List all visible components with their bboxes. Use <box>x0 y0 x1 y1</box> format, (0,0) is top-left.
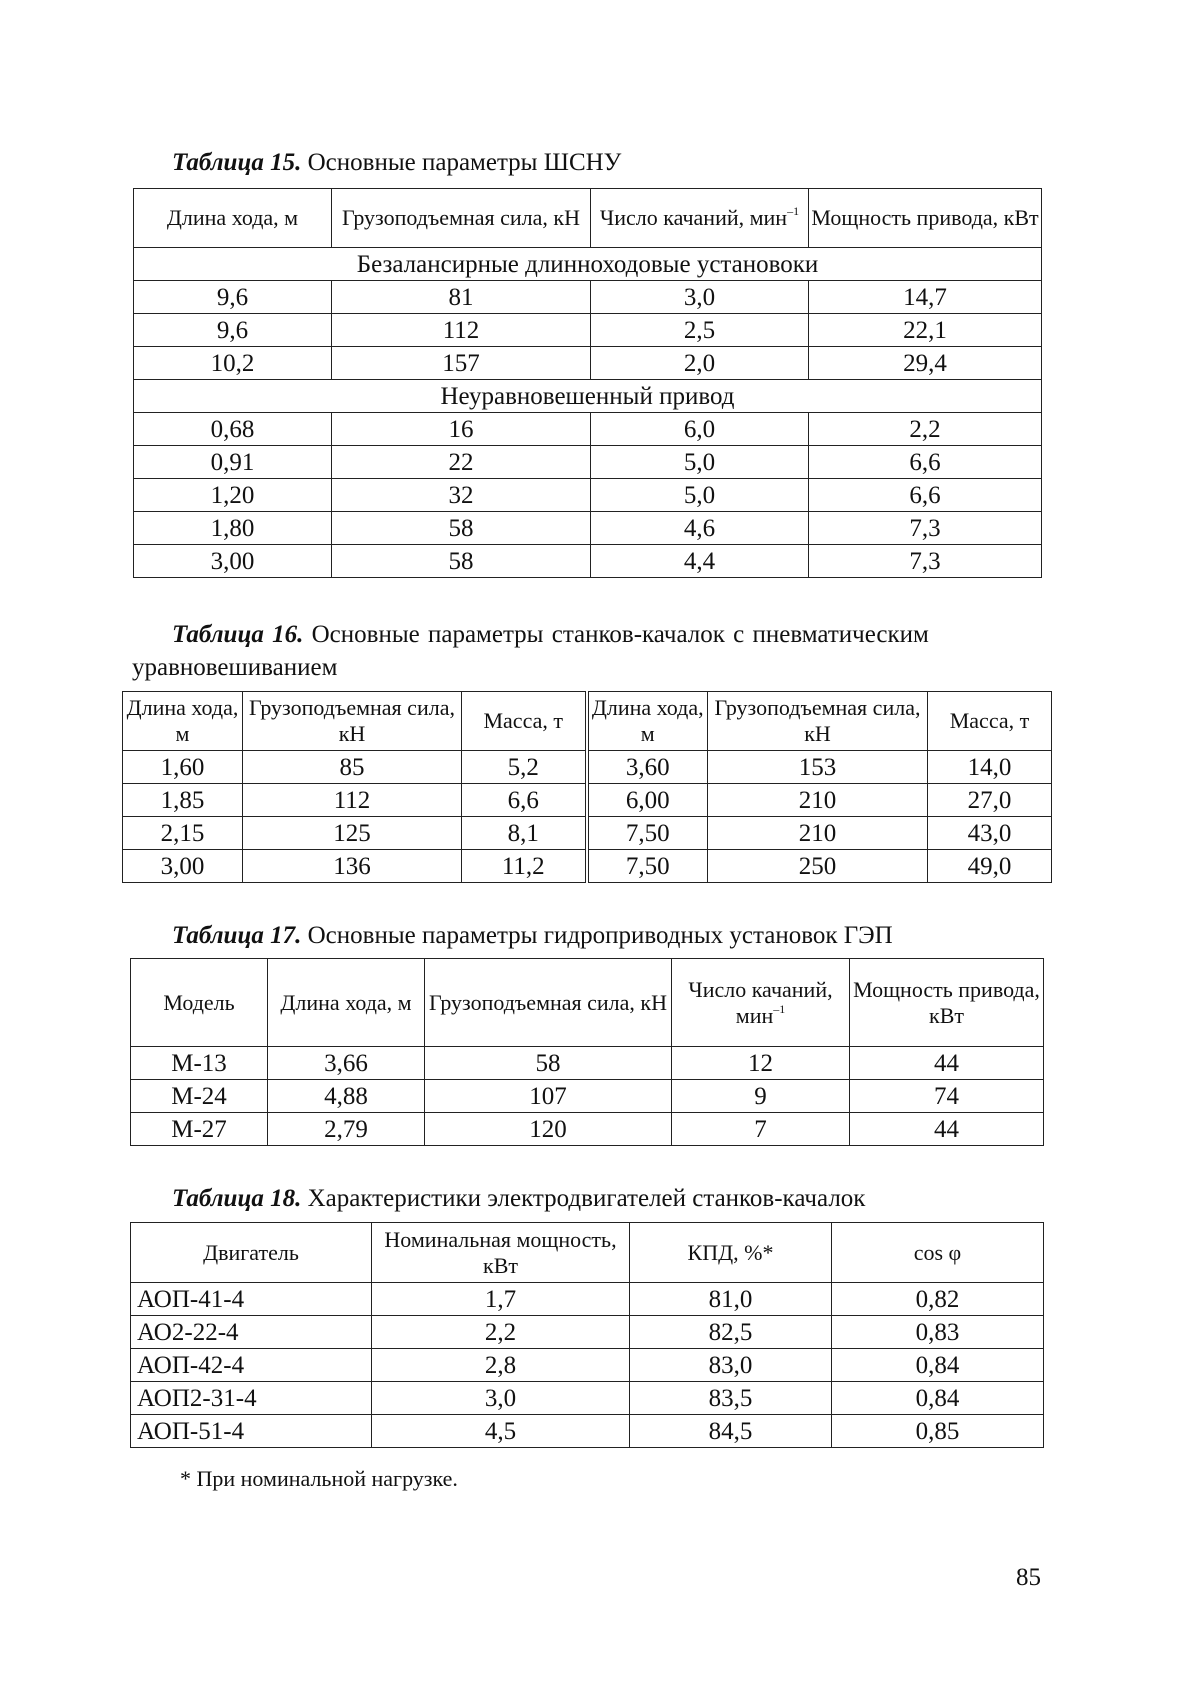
table-cell: 4,5 <box>372 1415 630 1448</box>
table-cell: 10,2 <box>134 347 332 380</box>
table-cell: 1,80 <box>134 512 332 545</box>
group-row-label: Неуравновешенный привод <box>134 380 1042 413</box>
table-cell: 0,84 <box>832 1349 1044 1382</box>
table-cell: 22,1 <box>809 314 1042 347</box>
table-cell: 210 <box>708 817 928 850</box>
table-cell: 32 <box>332 479 591 512</box>
page-number: 85 <box>1016 1564 1041 1592</box>
header-cell: Модель <box>131 959 268 1047</box>
table-cell: 58 <box>332 545 591 578</box>
table-row <box>134 446 1042 479</box>
table-cell: АОП-42-4 <box>131 1349 372 1382</box>
table-18 <box>130 1222 1044 1448</box>
table-cell: 3,00 <box>123 850 243 883</box>
header-cell: Число качаний, мин–1 <box>591 189 809 248</box>
table-row <box>134 248 1042 281</box>
table-cell: 8,1 <box>462 817 587 850</box>
table-cell: 153 <box>708 751 928 784</box>
table-row <box>134 545 1042 578</box>
table-cell: 12 <box>672 1047 850 1080</box>
table-cell: 4,88 <box>268 1080 425 1113</box>
table-cell: 7,3 <box>809 545 1042 578</box>
table-row <box>123 751 1052 784</box>
table-cell: 0,83 <box>832 1316 1044 1349</box>
table-row <box>131 1349 1044 1382</box>
table-15-caption <box>172 146 621 179</box>
header-cell: Масса, т <box>462 692 587 751</box>
table-cell: АОП-41-4 <box>131 1283 372 1316</box>
table-cell: 2,0 <box>591 347 809 380</box>
table-cell: 29,4 <box>809 347 1042 380</box>
table-cell: 250 <box>708 850 928 883</box>
table-cell: 6,6 <box>809 446 1042 479</box>
table-cell: 157 <box>332 347 591 380</box>
table-row <box>134 281 1042 314</box>
table-row <box>131 1382 1044 1415</box>
table-row <box>131 1316 1044 1349</box>
table-cell: 6,00 <box>587 784 708 817</box>
header-cell: Грузоподъемная сила, кН <box>243 692 462 751</box>
table-row <box>134 413 1042 446</box>
table-cell: 74 <box>850 1080 1044 1113</box>
table-cell: 7,3 <box>809 512 1042 545</box>
table-cell: М-13 <box>131 1047 268 1080</box>
table-row <box>131 1080 1044 1113</box>
table-cell: 5,0 <box>591 479 809 512</box>
header-cell: cos φ <box>832 1223 1044 1283</box>
header-cell: Масса, т <box>928 692 1052 751</box>
table-cell: М-24 <box>131 1080 268 1113</box>
table-cell: 2,8 <box>372 1349 630 1382</box>
table-cell: 2,2 <box>809 413 1042 446</box>
table-cell: 3,60 <box>587 751 708 784</box>
header-cell: Длина хода, м <box>587 692 708 751</box>
table-cell: 120 <box>425 1113 672 1146</box>
table-row <box>123 850 1052 883</box>
header-cell: Длина хода, м <box>268 959 425 1047</box>
table-row <box>123 784 1052 817</box>
table-cell: 3,0 <box>591 281 809 314</box>
table-cell: 81,0 <box>630 1283 832 1316</box>
table-cell: 210 <box>708 784 928 817</box>
caption-title: Основные параметры ШСНУ <box>308 149 622 176</box>
table-cell: 1,85 <box>123 784 243 817</box>
table-cell: 49,0 <box>928 850 1052 883</box>
table-cell: 44 <box>850 1047 1044 1080</box>
table-row <box>131 1047 1044 1080</box>
table-cell: 6,6 <box>809 479 1042 512</box>
caption-label: Таблица 18. <box>172 1185 301 1212</box>
table-cell: АО2-22-4 <box>131 1316 372 1349</box>
table-cell: 125 <box>243 817 462 850</box>
table-cell: 1,7 <box>372 1283 630 1316</box>
table-cell: 16 <box>332 413 591 446</box>
table-cell: 83,0 <box>630 1349 832 1382</box>
group-row-label: Безалансирные длинноходовые установоки <box>134 248 1042 281</box>
table-cell: 0,68 <box>134 413 332 446</box>
table-cell: 4,6 <box>591 512 809 545</box>
header-cell: Длина хода, м <box>123 692 243 751</box>
table-cell: 11,2 <box>462 850 587 883</box>
table-cell: 7,50 <box>587 850 708 883</box>
table-15 <box>133 188 1042 578</box>
table-18-caption <box>172 1182 865 1215</box>
table-cell: 7,50 <box>587 817 708 850</box>
table-cell: 2,15 <box>123 817 243 850</box>
table-cell: 58 <box>332 512 591 545</box>
caption-title: Характеристики электродвигателей станков-качалок <box>308 1185 866 1212</box>
header-cell: Мощность привода, кВт <box>850 959 1044 1047</box>
table-cell: 6,0 <box>591 413 809 446</box>
table-cell: 5,0 <box>591 446 809 479</box>
table-cell: 3,0 <box>372 1382 630 1415</box>
table-cell: 44 <box>850 1113 1044 1146</box>
header-cell: Грузоподъемная сила, кН <box>708 692 928 751</box>
table-cell: М-27 <box>131 1113 268 1146</box>
table-cell: 81 <box>332 281 591 314</box>
table-cell: 112 <box>332 314 591 347</box>
table-cell: 107 <box>425 1080 672 1113</box>
caption-label: Таблица 17. <box>172 922 301 949</box>
table-cell: 9,6 <box>134 314 332 347</box>
table-cell: 9 <box>672 1080 850 1113</box>
table-cell: 43,0 <box>928 817 1052 850</box>
table-16-caption-line2: уравновешиванием <box>132 651 337 684</box>
table-row <box>123 817 1052 850</box>
table-cell: 85 <box>243 751 462 784</box>
table-16 <box>122 691 1052 883</box>
table-row <box>134 512 1042 545</box>
table-cell: 7 <box>672 1113 850 1146</box>
table-row <box>134 347 1042 380</box>
table-row <box>131 1415 1044 1448</box>
caption-label: Таблица 15. <box>172 149 301 176</box>
table-cell: 2,5 <box>591 314 809 347</box>
header-cell: Мощность привода, кВт <box>809 189 1042 248</box>
caption-title: Основные параметры гидроприводных установок ГЭП <box>308 922 893 949</box>
table-row <box>134 479 1042 512</box>
table-cell: 58 <box>425 1047 672 1080</box>
header-cell: Грузоподъемная сила, кН <box>332 189 591 248</box>
table-17 <box>130 958 1044 1146</box>
table-cell: 1,20 <box>134 479 332 512</box>
header-cell: КПД, %* <box>630 1223 832 1283</box>
table-row <box>134 380 1042 413</box>
table-cell: 1,60 <box>123 751 243 784</box>
table-row <box>131 1283 1044 1316</box>
table-cell: 5,2 <box>462 751 587 784</box>
table-cell: 0,82 <box>832 1283 1044 1316</box>
table-cell: 83,5 <box>630 1382 832 1415</box>
table-cell: 14,7 <box>809 281 1042 314</box>
header-cell: Номинальная мощность, кВт <box>372 1223 630 1283</box>
table-cell: 0,85 <box>832 1415 1044 1448</box>
table-row <box>134 314 1042 347</box>
table-cell: АОП2-31-4 <box>131 1382 372 1415</box>
table-cell: АОП-51-4 <box>131 1415 372 1448</box>
caption-label: Таблица 16. <box>172 621 303 648</box>
table-cell: 3,66 <box>268 1047 425 1080</box>
table-cell: 84,5 <box>630 1415 832 1448</box>
table-cell: 3,00 <box>134 545 332 578</box>
table-cell: 9,6 <box>134 281 332 314</box>
table-cell: 136 <box>243 850 462 883</box>
table-cell: 112 <box>243 784 462 817</box>
table-row <box>131 1113 1044 1146</box>
table-cell: 27,0 <box>928 784 1052 817</box>
header-cell: Грузоподъемная сила, кН <box>425 959 672 1047</box>
table-17-caption <box>172 919 893 952</box>
header-cell: Двигатель <box>131 1223 372 1283</box>
table-cell: 14,0 <box>928 751 1052 784</box>
header-cell: Длина хода, м <box>134 189 332 248</box>
header-cell: Число качаний, мин–1 <box>672 959 850 1047</box>
table-cell: 6,6 <box>462 784 587 817</box>
table-cell: 2,79 <box>268 1113 425 1146</box>
table-cell: 82,5 <box>630 1316 832 1349</box>
table-cell: 0,84 <box>832 1382 1044 1415</box>
table-16-caption <box>172 618 1052 651</box>
table-cell: 22 <box>332 446 591 479</box>
table-cell: 0,91 <box>134 446 332 479</box>
caption-title: Основные параметры станков-качалок с пневматическим <box>312 621 929 648</box>
table-cell: 2,2 <box>372 1316 630 1349</box>
footnote: * При номинальной нагрузке. <box>180 1466 458 1492</box>
table-cell: 4,4 <box>591 545 809 578</box>
